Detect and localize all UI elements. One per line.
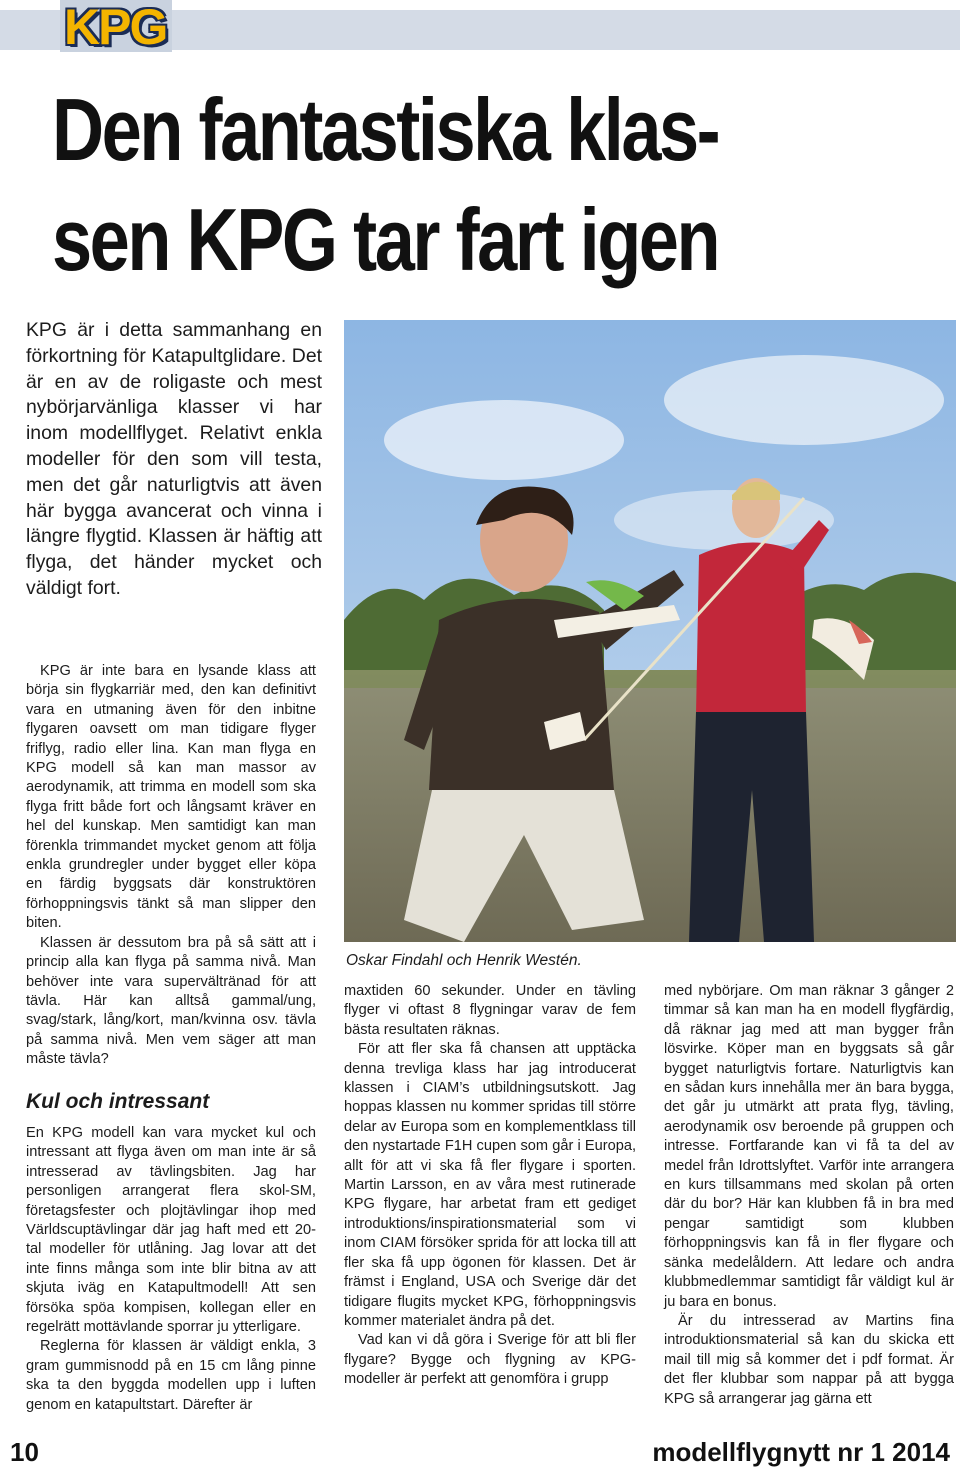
page-number: 10: [10, 1437, 39, 1467]
subheading: Kul och intressant: [26, 1090, 210, 1113]
paragraph: Vad kan vi då göra i Sverige för att bli fler flygare? Bygge och flygning av KPG-modeller är perfekt att genomföra i grupp: [344, 1332, 636, 1388]
paragraph: KPG är inte bara en lysande klass att börja sin flygkarriär med, den kan definitivt vara en utmaning även för den inbitne flygaren oavsett om man tidigare flyger friflyg, radio eller lina. Kan man flyga en KPG modell så kan man massor av aerodynamik, att trimma en modell som ska flyga fritt både fort och långsamt kräver en hel del kunskap. Men samtidigt kan man förenkla trimmandet mycket genom att följa enkla grundregler under bygget eller köpa en färdig byggsats där konstruktören förhoppningsvis tänkt så man slipper den biten.: [26, 663, 316, 932]
publication-footer: modellflygnytt nr 1 2014: [652, 1437, 950, 1467]
article-headline: [52, 75, 790, 295]
photo-caption: Oskar Findahl och Henrik Westén.: [346, 952, 582, 969]
column-3-body: [664, 982, 954, 1409]
column-2-body: [344, 982, 636, 1390]
column-1-body: [26, 662, 316, 1070]
column-1-continued: [26, 1124, 316, 1415]
paragraph: Är du intresserad av Martins fina introduktionsmaterial så kan du skicka ett mail till mig så kommer det i pdf format. Är det fler klubbar som nappar på att bygga KPG så arrangerar jag gärna ett: [664, 1312, 954, 1407]
headline-line-2: sen KPG tar fart igen: [52, 190, 719, 289]
photo-illustration: [344, 320, 956, 942]
paragraph: Klassen är dessutom bra på så sätt att i princip alla kan flyga på samma nivå. Man behöver inte vara supervältränad för att tävla. Här kan alltså gammal/ung, svag/stark, lång/kort, man/kvinna osv. tävla på samma nivå. Men vem säger att man måste tävla?: [26, 934, 316, 1068]
paragraph: maxtiden 60 sekunder. Under en tävling flyger vi oftast 8 flygningar varav de fem bästa resultaten räknas.: [344, 983, 636, 1038]
paragraph: En KPG modell kan vara mycket kul och intressant att flyga även om man inte är så intresserad av tävlingsbiten. Jag har personligen arrangerat flera skol-SM, företagsfester och plojtävlingar ihop med Världscuptävlingar där jag haft med ett 20-tal modeller för utlåning. Jag lovar att det inte finns många som inte blir bitna av att skjuta iväg en Katapultmodell! Att sen försöka spöa kompisen, kollegan eller en regelrätt mottävlande sporrar ju ytterligare.: [26, 1125, 316, 1336]
section-tag-text: KPG: [64, 0, 167, 55]
photo-boys-launching-gliders: [344, 320, 956, 942]
section-tag: [60, 0, 172, 55]
paragraph: För att fler ska få chansen att upptäcka denna trevliga klass har jag introducerat klassen i CIAM’s utbildningsutskott. Jag hoppas klassen nu kommer spridas till större delar av Europa som en komplementklass till den nystartade F1H cupen som går i Europa, allt för att vi ska få fler flygare i sporten. Martin Larsson, en av våra mest rutinerade KPG flygare, har arbetat fram ett gediget introduktions/inspirationsmaterial som vi inom CIAM försöker sprida för att locka till att fler ska få upp ögonen för klassen. Det är främst i England, USA och Sverige där det tidigare flugits mycket KPG, förhoppningsvis kommer materialet ändra på det.: [344, 1041, 636, 1329]
paragraph: Reglerna för klassen är väldigt enkla, 3 gram gummisnodd på en 15 cm lång pinne ska ta den byggda modellen upp i luften genom en katapultstart. Därefter är: [26, 1338, 316, 1413]
paragraph: med nybörjare. Om man räknar 3 gånger 2 timmar så kan man ha en modell flygfärdig, då räknar jag med att man bygger från lösvirke. Köper man en byggsats så går bygget naturligtvis fortare. Naturligtvis kan en sådan kurs innehålla mer än bara bygga, det går ju utmärkt att prata flyg, tävling, aerodynamik osv beroende på gruppen och intresse. Fortfarande kan vi få ta del av medel från Idrottslyftet. Varför inte arrangera en kurs tillsammans med skolan på orten där du bor? Här kan klubben få in bra med pengar samtidigt som klubben förhoppningsvis kan få in fler flygare och sänka medelåldern. Att ledare och andra klubbmedlemmar samtidigt får väldigt kul är ju bara en bonus.: [664, 983, 954, 1310]
headline-line-1: Den fantastiska klas-: [52, 80, 719, 179]
intro-paragraph: KPG är i detta sammanhang en förkortning för Katapultglidare. Det är en av de roligaste och mest nybörjarvänliga klasser vi har inom modellflyget. Relativt enkla modeller för den som vill testa, men det går naturligtvis att även här bygga avancerat och vinna i längre flygtid. Klassen är häftig att flyga, det händer mycket och väldigt fort.: [26, 319, 322, 599]
